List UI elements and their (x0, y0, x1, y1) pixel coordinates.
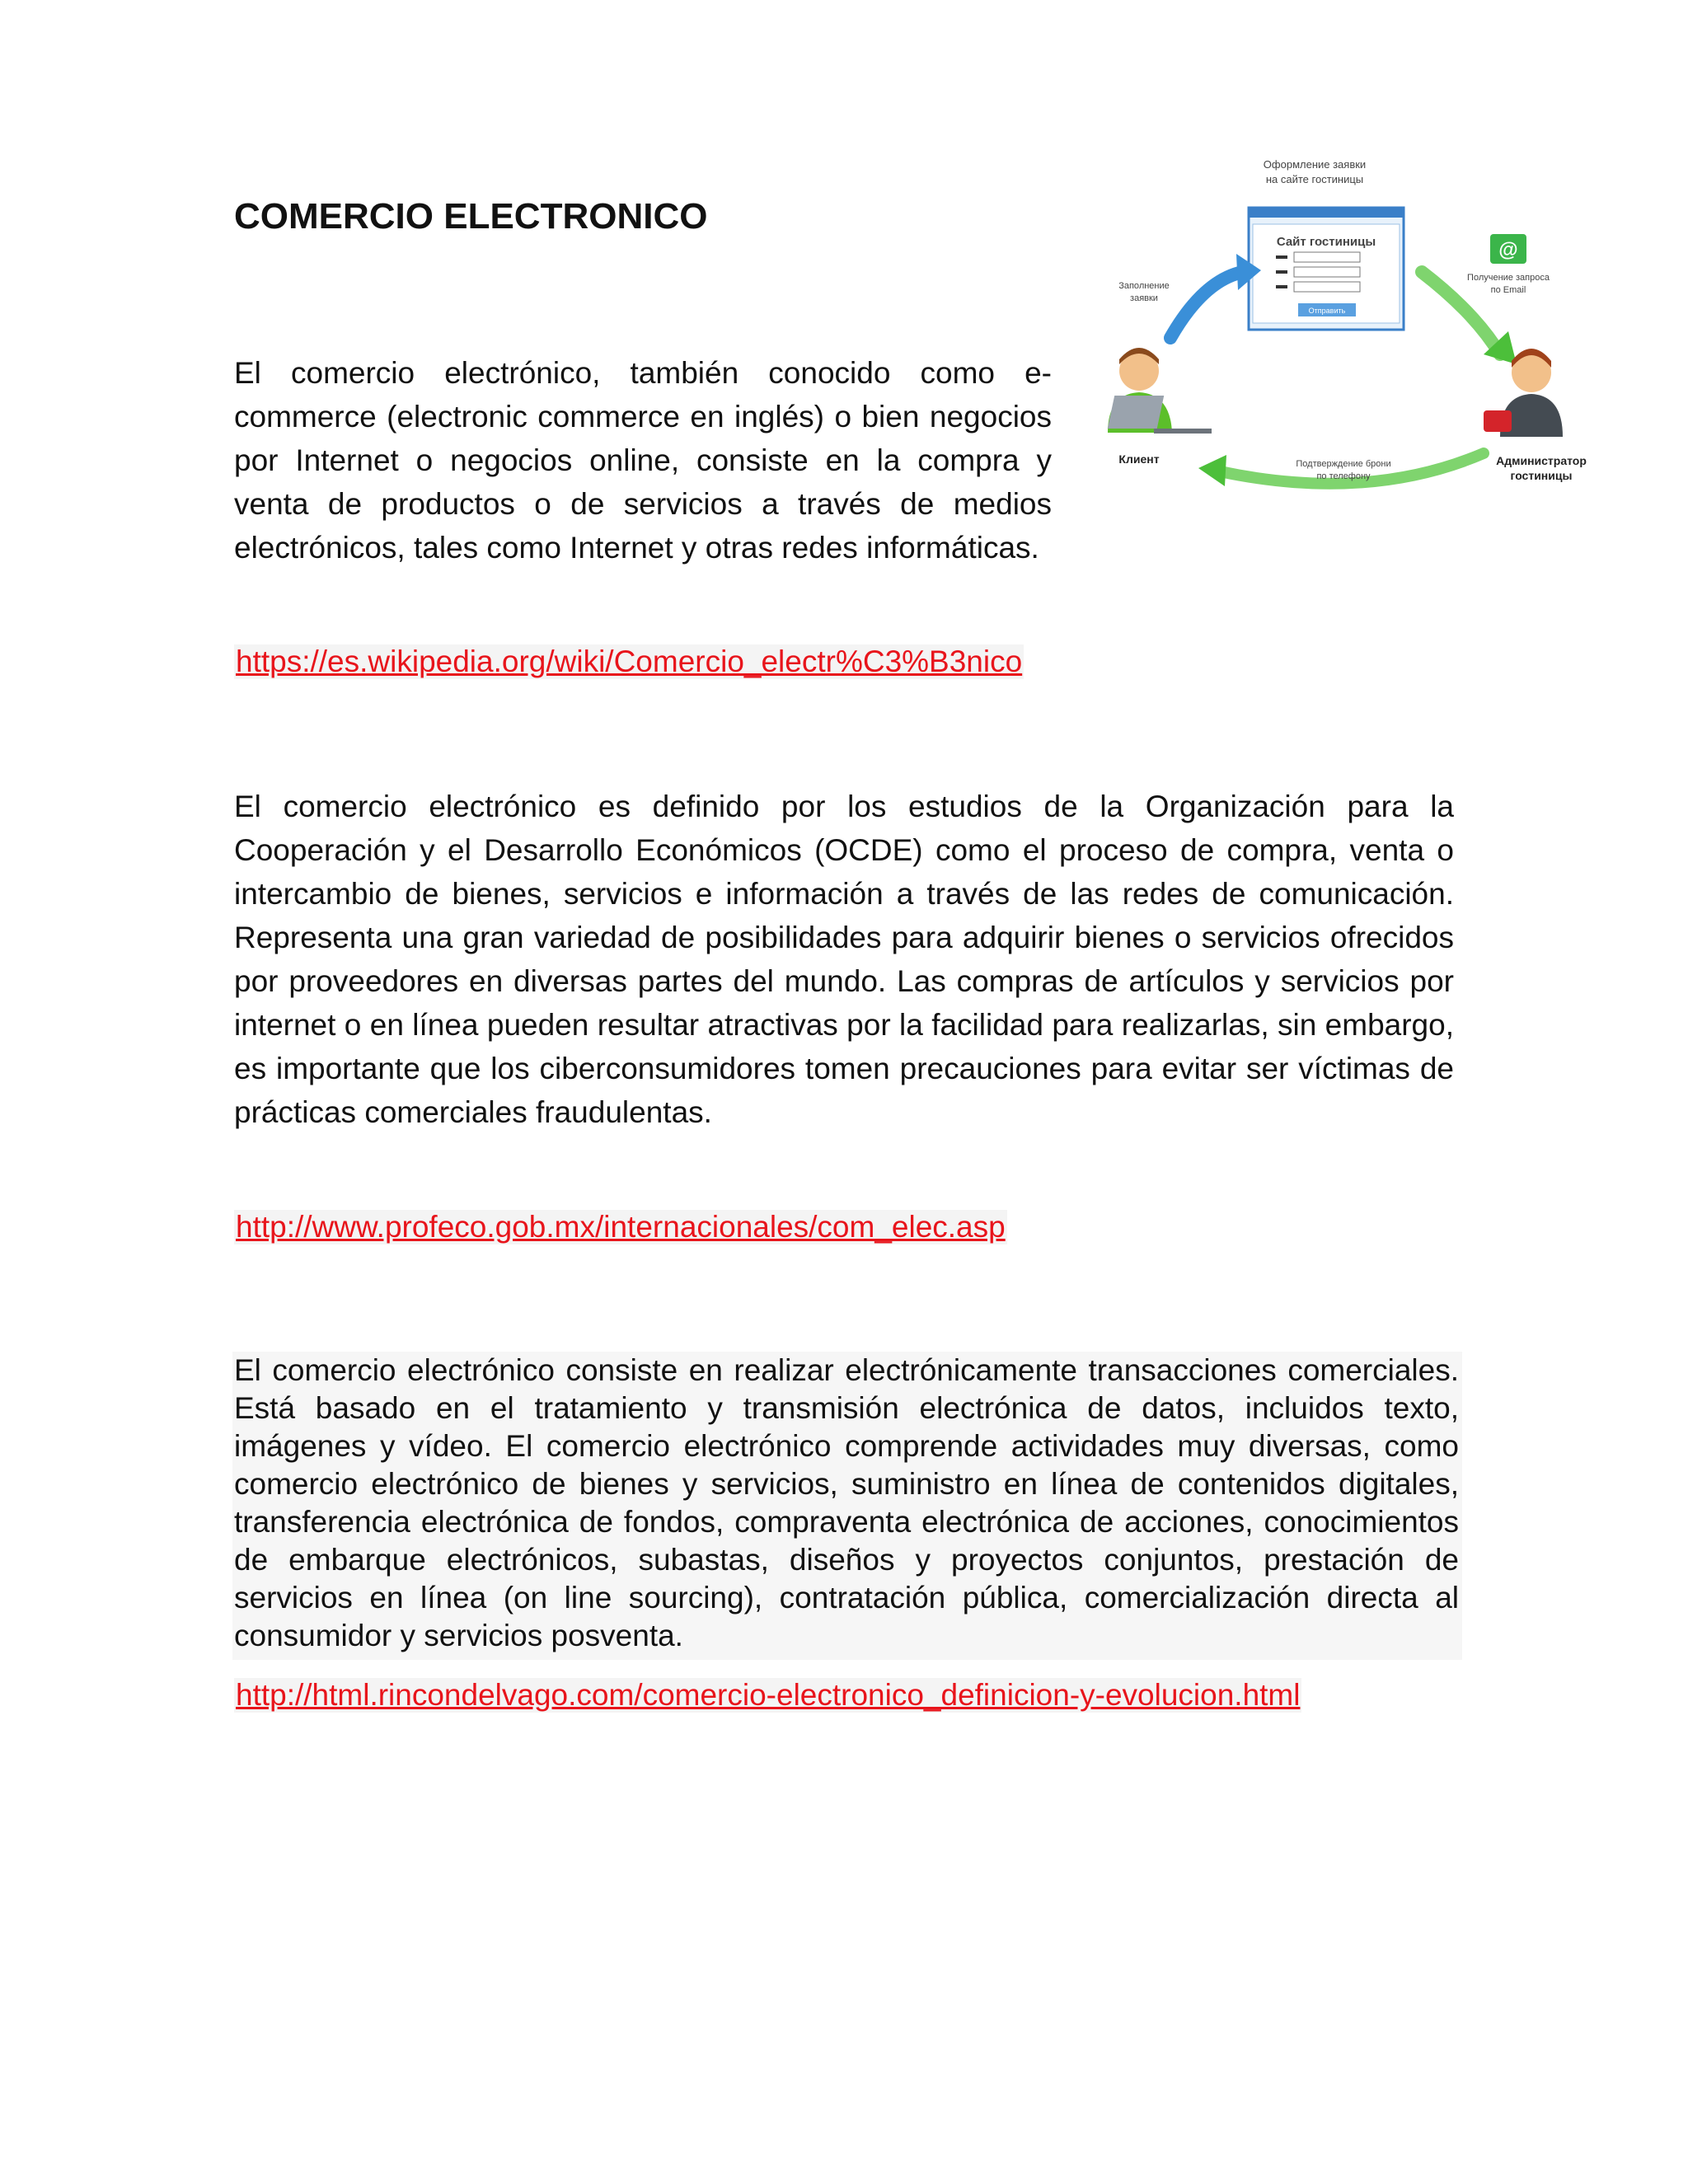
diagram-illustration (1096, 148, 1599, 519)
submit-label: Отправить (1308, 307, 1346, 315)
client-label: Клиент (1118, 452, 1160, 466)
page-title: COMERCIO ELECTRONICO (234, 196, 708, 237)
diagram-top-caption-2: на сайте гостиницы (1265, 173, 1364, 185)
diagram-left-caption-1: Заполнение (1118, 281, 1170, 291)
arrow-client-to-site (1170, 272, 1243, 338)
diagram-bottom-caption-2: по телефону (1316, 471, 1371, 481)
diagram-right-caption-1: Получение запроса (1467, 273, 1550, 283)
paragraph-definition: El comercio electrónico, también conocido como e-commerce (electronic commerce en inglés) o bien negocios por Internet o negocios online, consiste en la compra y venta de productos o de servicios a través de medios electrónicos, tales como Internet y otras redes informáticas. (234, 356, 1052, 565)
source-link-wikipedia[interactable]: https://es.wikipedia.org/wiki/Comercio_electr%C3%B3nico (236, 644, 1023, 678)
svg-text:@: @ (1498, 239, 1518, 261)
email-icon (1490, 234, 1526, 264)
diagram-top-caption-1: Оформление заявки (1263, 158, 1367, 171)
admin-person-icon (1484, 349, 1563, 437)
source-link-profeco[interactable]: http://www.profeco.gob.mx/internacionales/com_elec.asp (236, 1210, 1006, 1244)
arrow-head-green-left (1198, 455, 1226, 486)
hotel-site-window (1249, 208, 1404, 330)
ecommerce-diagram (1096, 148, 1599, 519)
paragraph-transactions: El comercio electrónico consiste en realizar electrónicamente transacciones comerciales. Está basado en el tratamiento y transmisión electrónica de datos, incluidos texto, imágenes y vídeo. El comercio electrónico comprende actividades muy diversas, como comercio electrónico de bienes y servicios, suministro en línea de contenidos digitales, transferencia electrónica de fondos, compraventa electrónica de acciones, conocimientos de embarque electrónicos, subastas, diseños y proyectos conjuntos, prestación de servicios en línea (on line sourcing), contratación pública, comercialización directa al consumidor y servicios posventa. (232, 1352, 1462, 1660)
admin-label-1: Администратор (1496, 454, 1587, 467)
source-link-rincondelvago[interactable]: http://html.rincondelvago.com/comercio-electronico_definicion-y-evolucion.html (236, 1678, 1301, 1712)
paragraph-ocde: El comercio electrónico es definido por los estudios de la Organización para la Cooperación y el Desarrollo Económicos (OCDE) como el proceso de compra, venta o intercambio de bienes, servicios e información a través de las redes de comunicación. Representa una gran variedad de posibilidades para adquirir bienes o servicios ofrecidos por proveedores en diversas partes del mundo. Las compras de artículos y servicios por internet o en línea pueden resultar atractivas por la facilidad para realizarlas, sin embargo, es importante que los ciberconsumidores tomen precauciones para evitar ser víctimas de prácticas comerciales fraudulentas. (234, 790, 1454, 1129)
site-title: Сайт гостиницы (1276, 235, 1376, 249)
arrow-site-to-admin (1422, 272, 1500, 354)
client-person-icon (1108, 348, 1212, 434)
diagram-left-caption-2: заявки (1130, 293, 1158, 303)
admin-label-2: гостиницы (1510, 469, 1573, 482)
diagram-bottom-caption-1: Подтверждение брони (1296, 459, 1391, 469)
diagram-right-caption-2: по Email (1490, 285, 1526, 295)
